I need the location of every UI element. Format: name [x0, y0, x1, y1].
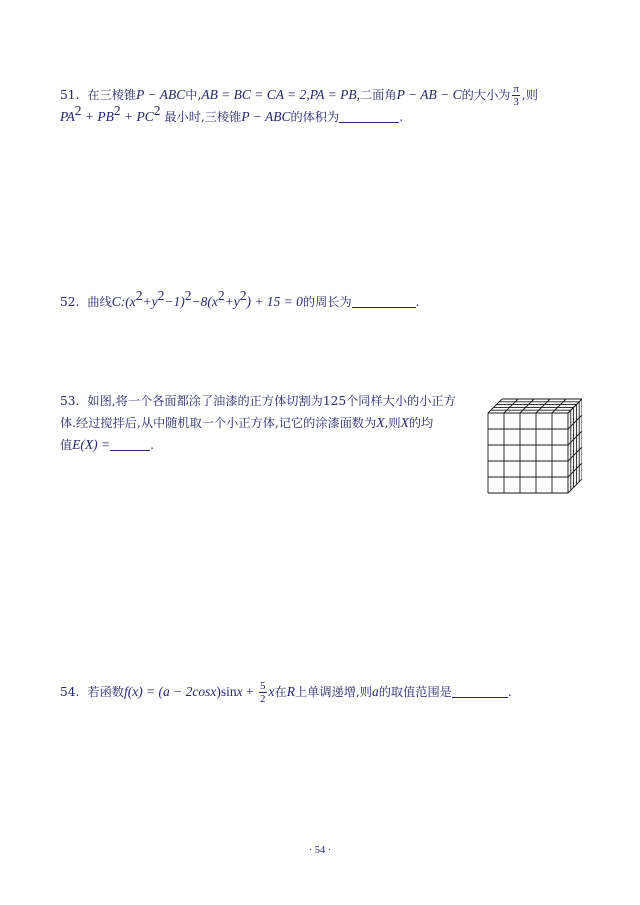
problem-53 [60, 390, 480, 456]
top-face-depth-line [488, 399, 502, 413]
problem-52-number: 52. [60, 295, 80, 309]
text: 的取值范围是 [378, 685, 452, 699]
math: a [371, 684, 379, 699]
answer-blank[interactable] [110, 438, 150, 451]
text: . [150, 438, 155, 452]
math: x [210, 684, 217, 699]
math: f(x) = (a − 2cos [123, 684, 211, 699]
math: +y [224, 294, 240, 309]
math: + PC [120, 109, 154, 124]
exponent: 2 [135, 288, 143, 303]
right-face-depth-line [568, 431, 582, 445]
fraction-5-over-2 [259, 680, 267, 705]
right-face-depth-line [568, 463, 582, 477]
math: ) + 15 = 0 [246, 294, 303, 309]
text: 在 [274, 685, 287, 699]
page-number: · 54 · [308, 845, 332, 856]
text: 的周长为 [302, 295, 352, 309]
right-face-depth-line [568, 447, 582, 461]
exponent: 2 [239, 288, 247, 303]
text: 的大小为 [461, 88, 511, 102]
problem-53-number: 53. [60, 394, 80, 408]
text: 体.经过搅拌后,从中随机取一个小正方体,记它的涂漆面数为 [60, 416, 377, 430]
top-face-depth-line [536, 399, 550, 413]
math: X [400, 415, 409, 430]
math: P − ABC [241, 109, 291, 124]
math: PA [60, 109, 75, 124]
right-face-depth-line [568, 415, 582, 429]
text: . [399, 110, 404, 124]
problem-53-line-3 [60, 434, 480, 456]
numerator: 5 [260, 680, 266, 692]
math: E(X) = [72, 437, 111, 452]
cube-figure [486, 397, 582, 495]
exponent: 2 [113, 103, 121, 118]
problem-53-line-2 [60, 412, 480, 434]
right-face-depth-line [568, 479, 582, 493]
text: 二面角 [360, 88, 397, 102]
text: 如图,将一个各面都涂了油漆的正方体切割为125个同样大小的小正方 [87, 394, 456, 408]
text: 中, [185, 88, 202, 102]
text: . [415, 295, 420, 309]
problem-52 [60, 288, 600, 313]
math: −1) [164, 294, 185, 309]
text: 曲线 [87, 295, 112, 309]
top-face-depth-line [520, 399, 534, 413]
exponent: 2 [157, 288, 165, 303]
math: + PB [81, 109, 114, 124]
math: AB = BC = CA = 2,PA = PB, [201, 87, 361, 102]
exponent: 2 [184, 288, 192, 303]
text: . [507, 685, 512, 699]
math: +y [142, 294, 158, 309]
top-face-depth-line [552, 399, 566, 413]
exponent: 2 [153, 103, 161, 118]
problem-51-number: 51. [60, 88, 80, 102]
numerator: π [513, 83, 519, 95]
problem-54 [60, 680, 600, 705]
right-face-depth-line [568, 399, 582, 413]
math: x [236, 684, 243, 699]
text: 的体积为 [290, 110, 340, 124]
problem-53-line-1 [60, 390, 480, 412]
text: 上单调递增,则 [294, 685, 372, 699]
answer-blank[interactable] [452, 685, 508, 698]
math: R [286, 684, 295, 699]
text: 的均 [408, 416, 434, 430]
fraction-pi-over-3 [512, 83, 520, 108]
text: 最小时,三棱锥 [164, 110, 242, 124]
text: 值 [60, 438, 73, 452]
math: −8(x [191, 294, 218, 309]
answer-blank[interactable] [352, 295, 416, 308]
math: X [376, 415, 385, 430]
denominator: 2 [260, 693, 266, 705]
math: C:(x [111, 294, 136, 309]
math: P − AB − C [396, 87, 462, 102]
exponent: 2 [74, 103, 82, 118]
top-face-depth-line [504, 399, 518, 413]
math: x [268, 684, 275, 699]
text: ,则 [384, 416, 401, 430]
cube-grid-lines [488, 399, 582, 493]
problem-51 [60, 83, 600, 128]
math: + [242, 684, 258, 699]
problem-51-line-1 [60, 83, 600, 108]
math: )sin [216, 684, 237, 699]
exponent: 2 [217, 288, 225, 303]
problem-54-number: 54. [60, 685, 80, 699]
denominator: 3 [513, 96, 519, 108]
text: 在三棱锥 [87, 88, 137, 102]
math: P − ABC [136, 87, 186, 102]
text: ,则 [521, 88, 538, 102]
problem-51-line-2 [60, 103, 600, 128]
text: 若函数 [87, 685, 124, 699]
answer-blank[interactable] [339, 110, 399, 123]
